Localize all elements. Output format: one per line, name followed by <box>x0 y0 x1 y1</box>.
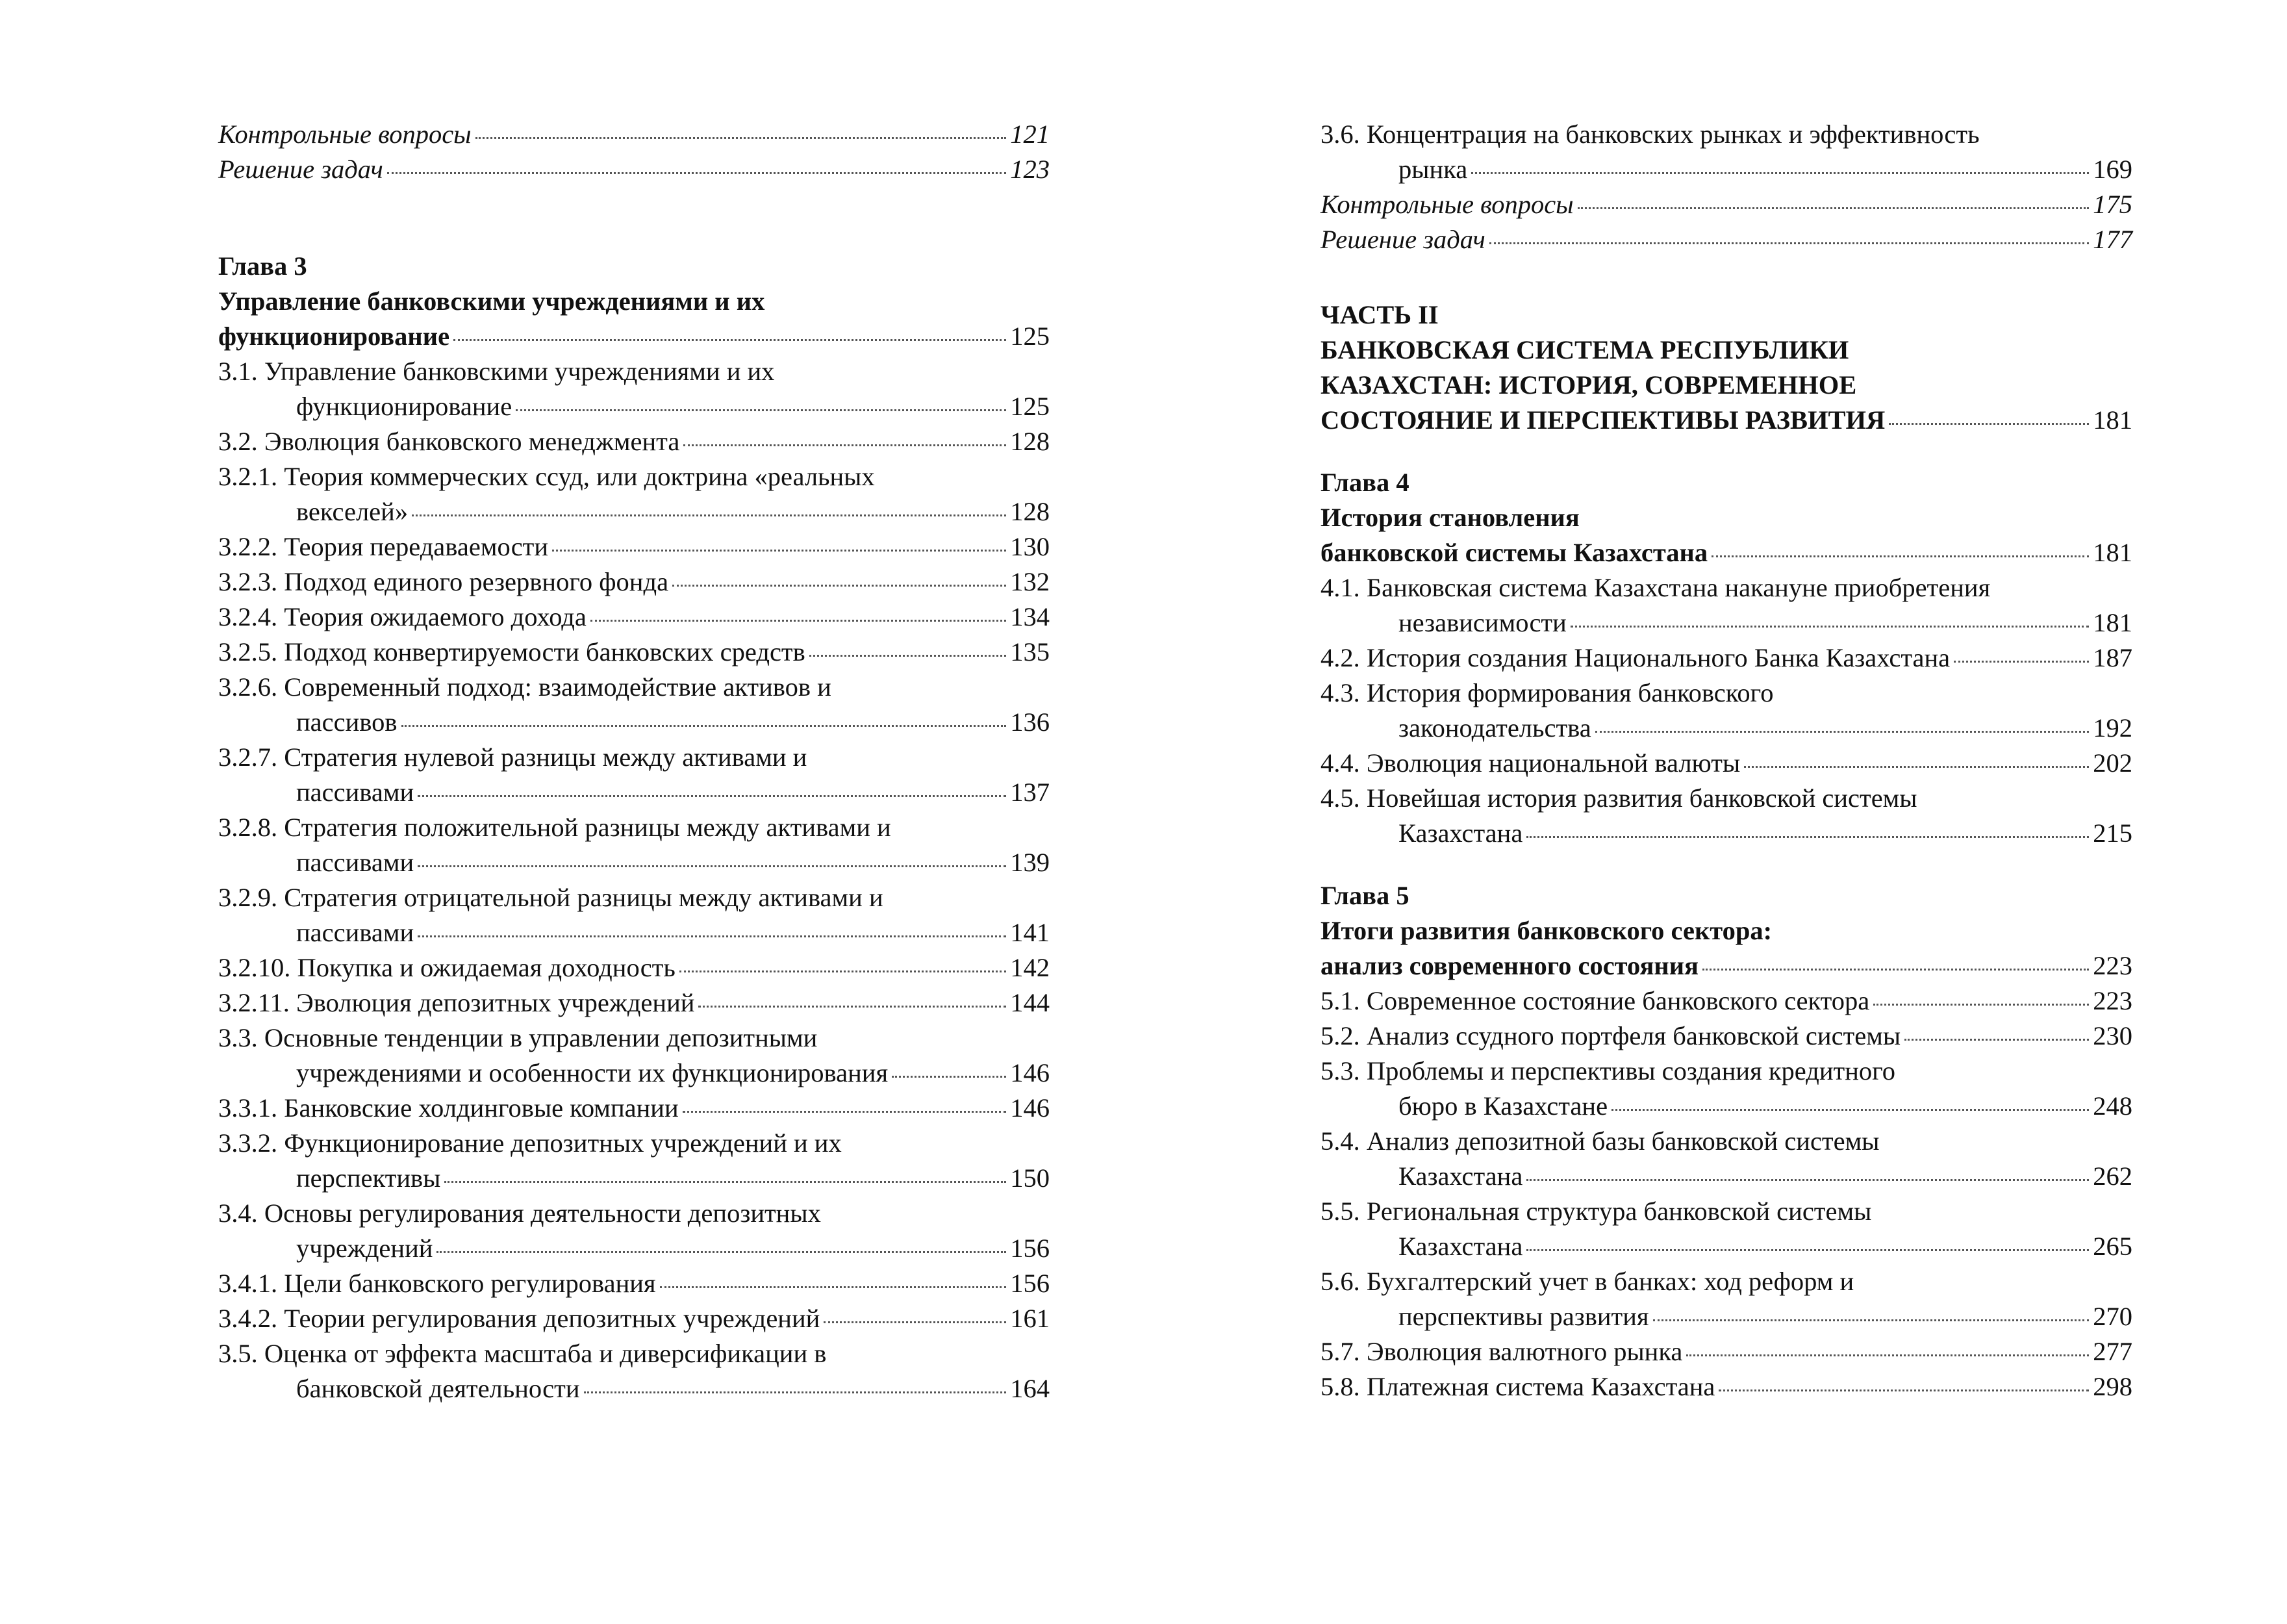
toc-intro-item <box>1320 222 2132 257</box>
toc-entry <box>218 635 1050 670</box>
toc-intro-item <box>218 152 1050 187</box>
toc-entry-line <box>218 1091 1050 1126</box>
toc-entry <box>1320 1369 2132 1404</box>
part-2-title-entry <box>1320 403 2132 438</box>
dot-leader <box>1712 555 2089 557</box>
toc-entry <box>218 600 1050 635</box>
toc-entry-title: 5.2. Анализ ссудного портфеля банковской системы <box>1320 1021 1901 1050</box>
toc-entry-line1: 3.3. Основные тенденции в управлении депозитными <box>218 1023 818 1052</box>
toc-entry <box>1320 1019 2132 1054</box>
toc-page-number: 156 <box>1010 1234 1050 1263</box>
toc-entry-title: законодательства <box>1398 713 1591 742</box>
dot-leader <box>809 655 1006 657</box>
dot-leader <box>1526 1179 2089 1181</box>
toc-entry-line1: 3.2.8. Стратегия положительной разницы между активами и <box>218 813 891 842</box>
toc-page-number: 187 <box>2093 643 2132 672</box>
toc-entry-line2 <box>218 915 1050 950</box>
toc-entry-line2 <box>1320 152 2132 187</box>
toc-entry-title: 3.2.10. Покупка и ожидаемая доходность <box>218 953 676 982</box>
toc-entry-title: 4.2. История создания Национального Банка Казахстана <box>1320 643 1951 672</box>
toc-entry <box>218 565 1050 600</box>
dot-leader <box>590 620 1006 622</box>
toc-entry-line1: 3.4. Основы регулирования деятельности депозитных <box>218 1199 821 1228</box>
dot-leader <box>892 1076 1006 1078</box>
chapter-3-title-line1: Управление банковскими учреждениями и их <box>218 286 765 316</box>
toc-entry-line <box>218 565 1050 600</box>
toc-entry-line2 <box>1320 711 2132 746</box>
toc-page-number: 177 <box>2093 225 2132 254</box>
part-2-label: ЧАСТЬ II <box>1320 300 1439 329</box>
part-2-title-line3: СОСТОЯНИЕ И ПЕРСПЕКТИВЫ РАЗВИТИЯ <box>1320 405 1886 435</box>
toc-entry-title: 4.4. Эволюция национальной валюты <box>1320 748 1741 778</box>
left-page <box>218 117 1050 1406</box>
toc-entry <box>218 670 1050 740</box>
dot-leader <box>418 935 1006 937</box>
toc-entry-title: 3.3.1. Банковские холдинговые компании <box>218 1093 679 1123</box>
toc-entry-title: 3.4.1. Цели банковского регулирования <box>218 1269 656 1298</box>
toc-page-number: 134 <box>1010 602 1050 631</box>
dot-leader <box>418 795 1006 797</box>
toc-entry-line2 <box>1320 1089 2132 1124</box>
dot-leader <box>475 137 1007 139</box>
dot-leader <box>584 1391 1007 1393</box>
toc-entry-title: Казахстана <box>1398 818 1523 848</box>
toc-entry-title: 3.2.3. Подход единого резервного фонда <box>218 567 669 596</box>
toc-entry-title: бюро в Казахстане <box>1398 1091 1608 1121</box>
part-2-title-line2: КАЗАХСТАН: ИСТОРИЯ, СОВРЕМЕННОЕ <box>1320 370 1857 400</box>
chapter-5-label: Глава 5 <box>1320 881 1409 910</box>
dot-leader <box>698 1006 1006 1008</box>
toc-entry-title: Контрольные вопросы <box>1320 190 1574 219</box>
part-2-page: 181 <box>2093 405 2132 435</box>
dot-leader <box>683 444 1006 446</box>
toc-entry-line2 <box>1320 1299 2132 1334</box>
dot-leader <box>436 1251 1006 1253</box>
toc-entry-line <box>1320 1019 2132 1054</box>
chapter-3-title-line2: функционирование <box>218 322 450 351</box>
toc-entry-title: 3.2.4. Теория ожидаемого дохода <box>218 602 587 631</box>
dot-leader <box>453 339 1006 341</box>
toc-entry <box>1320 781 2132 851</box>
right-intro <box>1320 187 2132 257</box>
dot-leader <box>683 1111 1007 1113</box>
chapter-5-title-entry <box>1320 948 2132 983</box>
toc-entry-line <box>1320 1334 2132 1369</box>
toc-entry-title: пассивами <box>296 778 414 807</box>
chapter-4-title-line2: банковской системы Казахстана <box>1320 538 1708 567</box>
dot-leader <box>672 585 1006 587</box>
dot-leader <box>552 550 1006 552</box>
toc-page-number: 215 <box>2093 818 2132 848</box>
toc-entry-line1: 3.2.6. Современный подход: взаимодействие активов и <box>218 672 831 702</box>
dot-leader <box>1889 423 2089 425</box>
toc-page-number: 270 <box>2093 1302 2132 1331</box>
dot-leader <box>1611 1109 2089 1111</box>
dot-leader <box>1719 1389 2089 1391</box>
toc-entry-line2 <box>218 845 1050 880</box>
left-intro <box>218 117 1050 187</box>
toc-page-number: 132 <box>1010 567 1050 596</box>
toc-entry-title: 3.2. Эволюция банковского менеджмента <box>218 427 680 456</box>
toc-page-number: 121 <box>1010 120 1050 149</box>
toc-entry-title: независимости <box>1398 608 1567 637</box>
toc-page-number: 125 <box>1010 392 1050 421</box>
toc-entry <box>1320 983 2132 1019</box>
dot-leader <box>824 1321 1006 1323</box>
toc-entry <box>1320 676 2132 746</box>
toc-page-number: 123 <box>1010 155 1050 184</box>
toc-entry <box>218 985 1050 1021</box>
part-2-block <box>1320 298 2132 438</box>
toc-entry-title: учреждений <box>296 1234 433 1263</box>
dot-leader <box>418 865 1006 867</box>
toc-entry <box>1320 1124 2132 1194</box>
toc-entry-title: рынка <box>1398 155 1468 184</box>
toc-entry-title: пассивов <box>296 707 398 737</box>
toc-page-number: 164 <box>1010 1374 1050 1403</box>
dot-leader <box>1578 207 2090 209</box>
dot-leader <box>387 172 1006 174</box>
chapter-4-page: 181 <box>2093 538 2132 567</box>
toc-entry-line <box>1320 641 2132 676</box>
chapter-5-page: 223 <box>2093 951 2132 980</box>
dot-leader <box>1702 969 2089 971</box>
toc-page-number: 202 <box>2093 748 2132 778</box>
toc-page-number: 146 <box>1010 1058 1050 1087</box>
toc-entry <box>1320 1264 2132 1334</box>
right-top-entries <box>1320 117 2132 187</box>
toc-entry-line2 <box>218 1161 1050 1196</box>
toc-entry <box>218 1021 1050 1091</box>
toc-page-number: 142 <box>1010 953 1050 982</box>
toc-entry <box>218 1196 1050 1266</box>
toc-entry-line1: 4.1. Банковская система Казахстана накануне приобретения <box>1320 573 1991 602</box>
toc-entry-line2 <box>218 775 1050 810</box>
toc-entry-line <box>218 600 1050 635</box>
toc-entry-line1: 5.6. Бухгалтерский учет в банках: ход реформ и <box>1320 1267 1854 1296</box>
toc-entry-line2 <box>1320 1159 2132 1194</box>
toc-entry-title: функционирование <box>296 392 512 421</box>
toc-entry-title: 5.8. Платежная система Казахстана <box>1320 1372 1715 1401</box>
toc-entry-line2 <box>218 705 1050 740</box>
toc-entry-line <box>1320 983 2132 1019</box>
toc-entry <box>1320 117 2132 187</box>
toc-entry-line1: 3.2.9. Стратегия отрицательной разницы между активами и <box>218 883 883 912</box>
part-2-title-line1: БАНКОВСКАЯ СИСТЕМА РЕСПУБЛИКИ <box>1320 335 1849 364</box>
toc-page-number: 223 <box>2093 986 2132 1015</box>
toc-entry-title: банковской деятельности <box>296 1374 580 1403</box>
toc-page-number: 144 <box>1010 988 1050 1017</box>
toc-entry <box>218 1126 1050 1196</box>
toc-entry-title: Контрольные вопросы <box>218 120 472 149</box>
toc-entry-line2 <box>218 1056 1050 1091</box>
toc-entry-title: 5.1. Современное состояние банковского сектора <box>1320 986 1870 1015</box>
chapter-4-title-line1: История становления <box>1320 503 1580 532</box>
toc-entry-line2 <box>1320 605 2132 641</box>
toc-entry-line1: 5.5. Региональная структура банковской системы <box>1320 1197 1872 1226</box>
toc-page-number: 128 <box>1010 427 1050 456</box>
toc-entry <box>218 880 1050 950</box>
left-toc-entries <box>218 354 1050 1406</box>
toc-intro-item <box>1320 187 2132 222</box>
dot-leader <box>1595 731 2090 733</box>
toc-entry-title: 5.7. Эволюция валютного рынка <box>1320 1337 1683 1366</box>
dot-leader <box>1686 1354 2089 1356</box>
toc-entry-line1: 4.3. История формирования банковского <box>1320 678 1774 707</box>
toc-entry <box>218 529 1050 565</box>
toc-page-number: 262 <box>2093 1161 2132 1191</box>
dot-leader <box>1954 661 2089 663</box>
chapter-5-title-line1: Итоги развития банковского сектора: <box>1320 916 1773 945</box>
toc-page-number: 141 <box>1010 918 1050 947</box>
chapter-4-entries <box>1320 570 2132 851</box>
toc-page-number: 192 <box>2093 713 2132 742</box>
toc-page-number: 136 <box>1010 707 1050 737</box>
toc-entry-line <box>218 424 1050 459</box>
toc-page-number: 181 <box>2093 608 2132 637</box>
toc-entry-line <box>218 529 1050 565</box>
dot-leader <box>1653 1319 2090 1321</box>
toc-entry <box>218 354 1050 424</box>
toc-page-number: 156 <box>1010 1269 1050 1298</box>
toc-page-number: 169 <box>2093 155 2132 184</box>
dot-leader <box>412 514 1006 516</box>
toc-entry-title: Решение задач <box>1320 225 1485 254</box>
toc-entry <box>218 1301 1050 1336</box>
toc-entry-line1: 4.5. Новейшая история развития банковской системы <box>1320 783 1917 813</box>
toc-entry <box>1320 746 2132 781</box>
toc-entry-title: Решение задач <box>218 155 383 184</box>
toc-entry <box>1320 1194 2132 1264</box>
toc-page-number: 248 <box>2093 1091 2132 1121</box>
toc-page-number: 175 <box>2093 190 2132 219</box>
dot-leader <box>1571 626 2089 628</box>
toc-entry <box>1320 1054 2132 1124</box>
toc-entry <box>1320 641 2132 676</box>
toc-page-number: 230 <box>2093 1021 2132 1050</box>
toc-entry-line1: 3.3.2. Функционирование депозитных учреждений и их <box>218 1128 842 1158</box>
toc-entry-line1: 5.4. Анализ депозитной базы банковской системы <box>1320 1126 1880 1156</box>
dot-leader <box>516 409 1006 411</box>
toc-page-number: 130 <box>1010 532 1050 561</box>
toc-intro-item <box>218 117 1050 152</box>
toc-entry-title: векселей» <box>296 497 409 526</box>
chapter-3-page: 125 <box>1010 322 1050 351</box>
toc-entry-title: 3.2.11. Эволюция депозитных учреждений <box>218 988 695 1017</box>
toc-page-number: 146 <box>1010 1093 1050 1123</box>
toc-entry-title: пассивами <box>296 848 414 877</box>
toc-entry-title: учреждениями и особенности их функционирования <box>296 1058 889 1087</box>
toc-page-number: 298 <box>2093 1372 2132 1401</box>
toc-entry <box>218 424 1050 459</box>
toc-entry <box>218 740 1050 810</box>
toc-page-number: 135 <box>1010 637 1050 666</box>
toc-entry-line2 <box>218 389 1050 424</box>
dot-leader <box>1873 1004 2089 1006</box>
toc-page-number: 277 <box>2093 1337 2132 1366</box>
toc-entry-line2 <box>1320 1229 2132 1264</box>
toc-entry-line1: 3.2.1. Теория коммерческих ссуд, или доктрина «реальных <box>218 462 875 491</box>
toc-entry-line <box>218 635 1050 670</box>
chapter-3-label: Глава 3 <box>218 251 307 281</box>
toc-entry-title: 3.2.2. Теория передаваемости <box>218 532 549 561</box>
toc-entry-title: перспективы <box>296 1163 441 1193</box>
toc-entry-line2 <box>1320 816 2132 851</box>
toc-page-number: 161 <box>1010 1304 1050 1333</box>
toc-entry <box>218 1336 1050 1406</box>
chapter-4-label: Глава 4 <box>1320 468 1409 497</box>
chapter-3-title-entry <box>218 319 1050 354</box>
toc-entry-title: 3.2.5. Подход конвертируемости банковских средств <box>218 637 805 666</box>
dot-leader <box>444 1181 1006 1183</box>
toc-entry-line1: 3.5. Оценка от эффекта масштаба и диверсификации в <box>218 1339 827 1368</box>
dot-leader <box>1489 242 2089 244</box>
toc-entry-line <box>218 950 1050 985</box>
toc-entry-line2 <box>218 1371 1050 1406</box>
toc-page-number: 150 <box>1010 1163 1050 1193</box>
toc-entry <box>218 1266 1050 1301</box>
toc-entry <box>218 810 1050 880</box>
toc-page-number: 139 <box>1010 848 1050 877</box>
chapter-5-entries <box>1320 983 2132 1404</box>
toc-entry <box>218 459 1050 529</box>
toc-entry-line1: 3.1. Управление банковскими учреждениями и их <box>218 357 775 386</box>
chapter-5-title-line2: анализ современного состояния <box>1320 951 1699 980</box>
dot-leader <box>1904 1039 2089 1041</box>
toc-entry-title: перспективы развития <box>1398 1302 1649 1331</box>
toc-entry-line1: 5.3. Проблемы и перспективы создания кредитного <box>1320 1056 1895 1085</box>
chapter-4-title-entry <box>1320 535 2132 570</box>
right-page <box>1320 117 2132 1404</box>
dot-leader <box>1526 836 2089 838</box>
dot-leader <box>1744 766 2089 768</box>
toc-entry-line <box>1320 746 2132 781</box>
toc-entry-title: пассивами <box>296 918 414 947</box>
toc-page-number: 137 <box>1010 778 1050 807</box>
toc-entry <box>218 950 1050 985</box>
toc-entry-title: Казахстана <box>1398 1161 1523 1191</box>
toc-entry-line2 <box>218 1231 1050 1266</box>
toc-entry-line1: 3.6. Концентрация на банковских рынках и эффективность <box>1320 120 1980 149</box>
dot-leader <box>1471 172 2089 174</box>
dot-leader <box>1526 1249 2089 1251</box>
toc-entry <box>1320 1334 2132 1369</box>
dot-leader <box>679 971 1006 972</box>
toc-entry-line1: 3.2.7. Стратегия нулевой разницы между активами и <box>218 742 807 772</box>
toc-entry-line <box>218 1266 1050 1301</box>
toc-entry <box>218 1091 1050 1126</box>
toc-entry-line <box>218 1301 1050 1336</box>
dot-leader <box>401 725 1007 727</box>
toc-entry <box>1320 570 2132 641</box>
toc-entry-line2 <box>218 494 1050 529</box>
toc-entry-line <box>1320 1369 2132 1404</box>
dot-leader <box>660 1286 1007 1288</box>
toc-entry-title: 3.4.2. Теории регулирования депозитных учреждений <box>218 1304 820 1333</box>
toc-page-number: 265 <box>2093 1232 2132 1261</box>
toc-entry-line <box>218 985 1050 1021</box>
toc-page-number: 128 <box>1010 497 1050 526</box>
toc-entry-title: Казахстана <box>1398 1232 1523 1261</box>
